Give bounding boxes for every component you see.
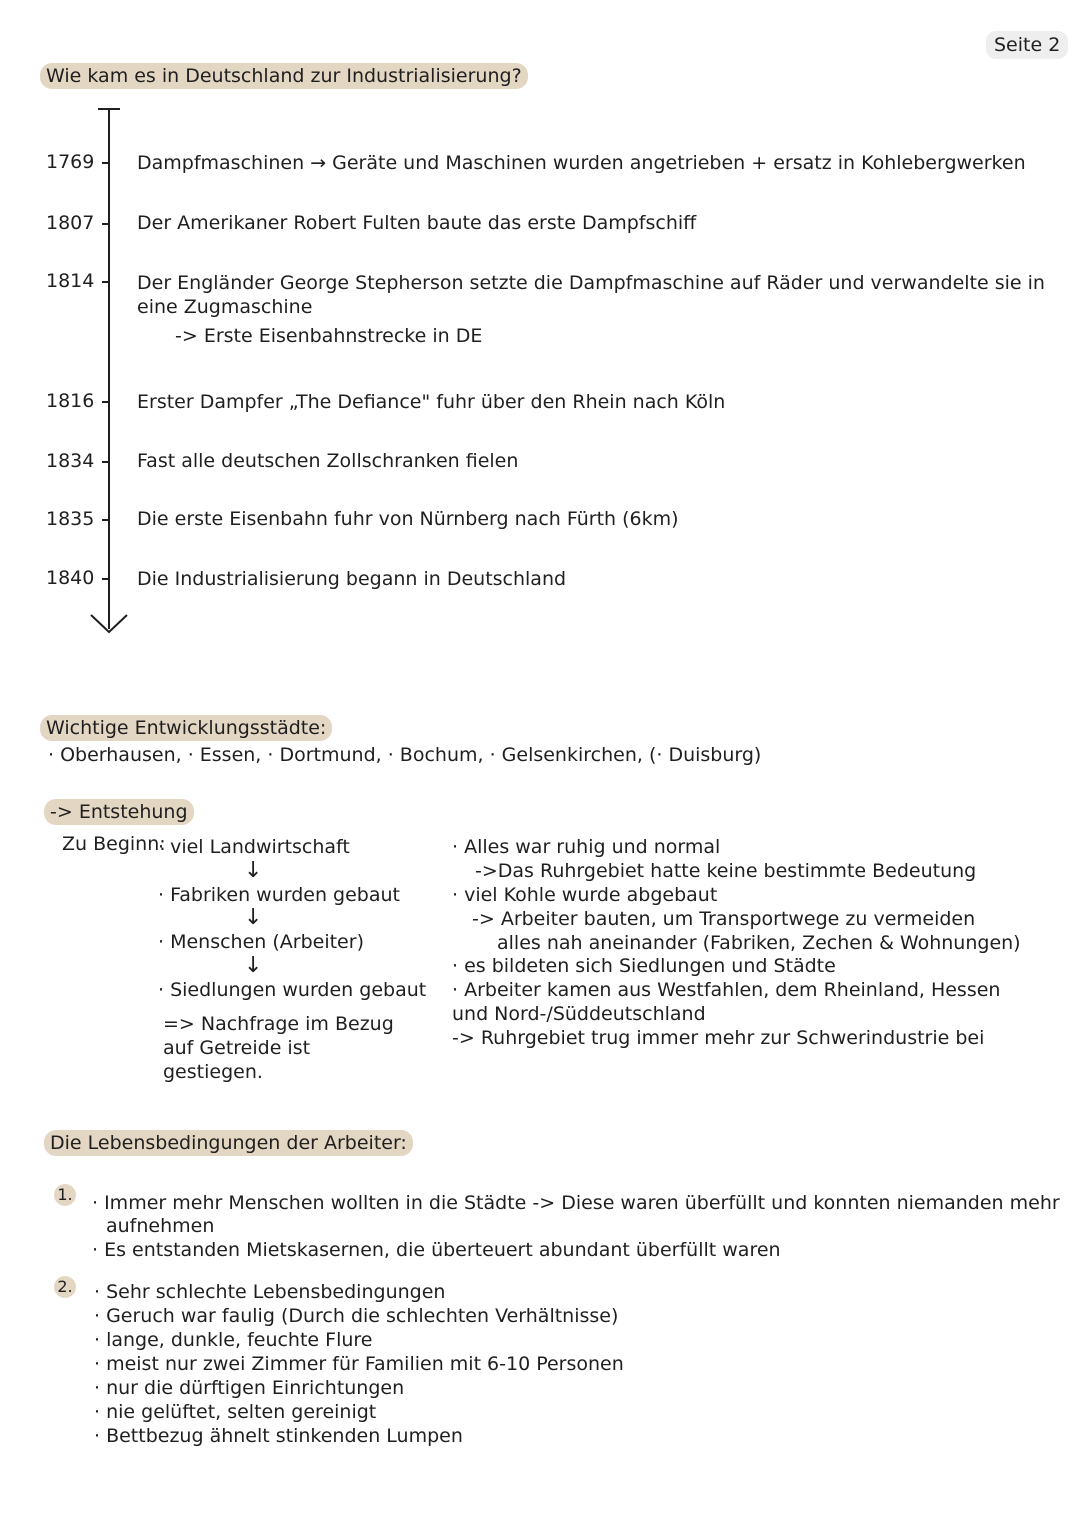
timeline-tick (102, 519, 109, 521)
timeline-event: Der Amerikaner Robert Fulten baute das erste Dampfschiff (137, 212, 697, 234)
detail-line: · Alles war ruhig und normal (452, 836, 721, 858)
timeline-tick (102, 281, 109, 283)
arrow-down-icon: ↓ (244, 905, 263, 930)
condition-line: · meist nur zwei Zimmer für Familien mit 6-10 Personen (94, 1353, 624, 1375)
chain-step: · viel Landwirtschaft (158, 836, 350, 858)
chain-step: · Menschen (Arbeiter) (158, 931, 364, 953)
timeline-tick (102, 578, 109, 580)
start-label: Zu Beginn: (62, 833, 166, 855)
detail-line: alles nah aneinander (Fabriken, Zechen & Wohnungen) (497, 932, 1021, 954)
timeline-event: Die Industrialisierung begann in Deutschland (137, 568, 567, 590)
timeline-tick (102, 162, 109, 164)
timeline-year: 1816 (46, 390, 95, 412)
detail-line: · es bildeten sich Siedlungen und Städte (452, 955, 836, 977)
timeline-year: 1769 (46, 151, 95, 173)
condition-line: · nie gelüftet, selten gereinigt (94, 1401, 377, 1423)
timeline-event: Dampfmaschinen → Geräte und Maschinen wurden angetrieben + ersatz in Kohlebergwerken (137, 152, 1026, 174)
chain-step: · Fabriken wurden gebaut (158, 884, 400, 906)
section-title-origin: -> Entstehung (44, 799, 194, 825)
conclusion-line: auf Getreide ist (163, 1037, 311, 1059)
timeline-event: Der Engländer George Stepherson setzte die Dampfmaschine auf Räder und verwandelte sie in (137, 272, 1045, 294)
timeline-axis (88, 105, 132, 637)
condition-line: · Es entstanden Mietskasernen, die überteuert abundant überfüllt waren (92, 1239, 781, 1261)
arrow-down-icon: ↓ (244, 953, 263, 978)
timeline-event: Fast alle deutschen Zollschranken fielen (137, 450, 519, 472)
section-title-cities: Wichtige Entwicklungsstädte: (40, 715, 332, 741)
detail-line: · Arbeiter kamen aus Westfahlen, dem Rheinland, Hessen (452, 979, 1001, 1001)
condition-line: · Sehr schlechte Lebensbedingungen (94, 1281, 446, 1303)
timeline-event-continued: eine Zugmaschine (137, 296, 313, 318)
detail-line: ->Das Ruhrgebiet hatte keine bestimmte Bedeutung (475, 860, 977, 882)
arrow-down-icon: ↓ (244, 858, 263, 883)
detail-line: · viel Kohle wurde abgebaut (452, 884, 718, 906)
timeline-year: 1835 (46, 508, 95, 530)
timeline-event-note: -> Erste Eisenbahnstrecke in DE (175, 325, 483, 347)
timeline-tick (102, 223, 109, 225)
condition-line: · Geruch war faulig (Durch die schlechten Verhältnisse) (94, 1305, 619, 1327)
detail-line: und Nord-/Süddeutschland (452, 1003, 706, 1025)
timeline-event: Erster Dampfer „The Defiance" fuhr über den Rhein nach Köln (137, 391, 726, 413)
section-title-industrialization: Wie kam es in Deutschland zur Industrialisierung? (40, 63, 528, 89)
timeline-tick (102, 401, 109, 403)
timeline-year: 1807 (46, 212, 95, 234)
timeline-event: Die erste Eisenbahn fuhr von Nürnberg nach Fürth (6km) (137, 508, 679, 530)
cities-list: · Oberhausen, · Essen, · Dortmund, · Bochum, · Gelsenkirchen, (· Duisburg) (48, 744, 762, 766)
conclusion-line: gestiegen. (163, 1061, 263, 1083)
detail-line: -> Arbeiter bauten, um Transportwege zu vermeiden (472, 908, 976, 930)
section-title-living-conditions: Die Lebensbedingungen der Arbeiter: (44, 1130, 413, 1156)
group-number: 2. (54, 1276, 76, 1298)
condition-line: aufnehmen (106, 1215, 215, 1237)
condition-line: · lange, dunkle, feuchte Flure (94, 1329, 373, 1351)
detail-line: -> Ruhrgebiet trug immer mehr zur Schwerindustrie bei (452, 1027, 985, 1049)
timeline-year: 1840 (46, 567, 95, 589)
timeline-year: 1834 (46, 450, 95, 472)
timeline-tick (102, 461, 109, 463)
timeline-year: 1814 (46, 270, 95, 292)
group-number: 1. (54, 1184, 76, 1206)
chain-step: · Siedlungen wurden gebaut (158, 979, 427, 1001)
condition-line: · Immer mehr Menschen wollten in die Städte -> Diese waren überfüllt und konnten niemanden mehr (92, 1192, 1060, 1214)
condition-line: · Bettbezug ähnelt stinkenden Lumpen (94, 1425, 463, 1447)
page-number: Seite 2 (986, 31, 1068, 59)
condition-line: · nur die dürftigen Einrichtungen (94, 1377, 405, 1399)
conclusion-line: => Nachfrage im Bezug (163, 1013, 394, 1035)
